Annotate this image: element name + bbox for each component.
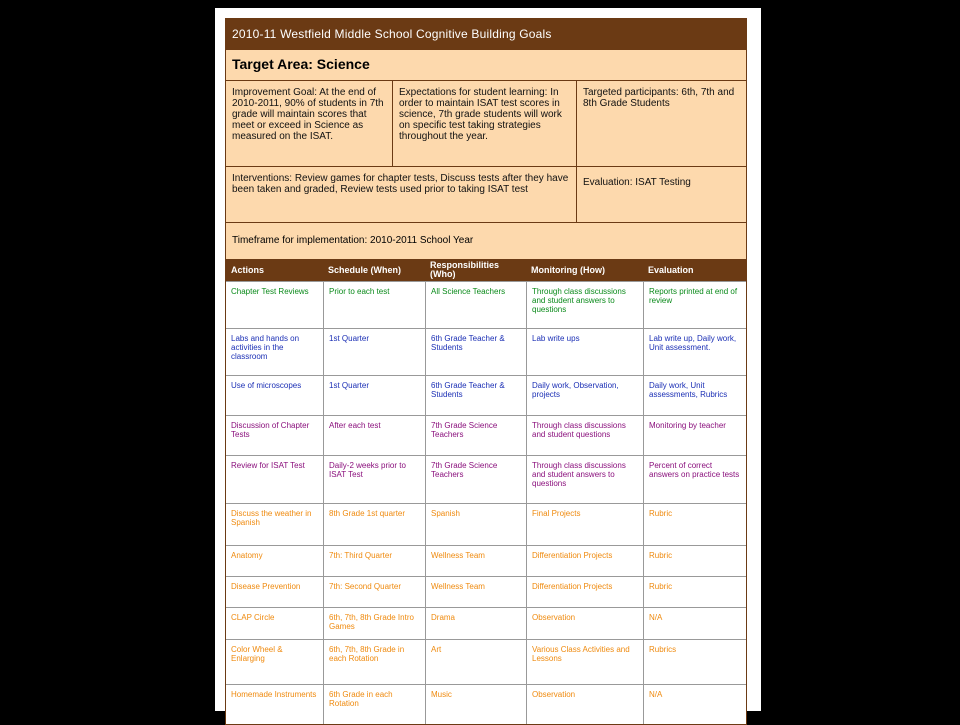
cell-action: Discuss the weather in Spanish <box>231 509 312 527</box>
cell-schedule: 1st Quarter <box>323 376 425 415</box>
cell-evaluation: Daily work, Unit assessments, Rubrics <box>643 376 746 415</box>
cell-schedule: Daily-2 weeks prior to ISAT Test <box>323 456 425 503</box>
cell-evaluation: N/A <box>643 685 746 724</box>
cell-schedule: 1st Quarter <box>323 329 425 375</box>
cell-schedule: 7th: Third Quarter <box>323 546 425 576</box>
cell-responsibility: 6th Grade Teacher & Students <box>425 329 526 375</box>
target-area: Target Area: Science <box>226 49 746 80</box>
participants: Targeted participants: 6th, 7th and 8th Grade Students <box>576 81 746 166</box>
cell-monitoring: Observation <box>526 685 643 724</box>
cell-evaluation: Monitoring by teacher <box>643 416 746 455</box>
cell-action: Use of microscopes <box>231 381 302 390</box>
cell-monitoring: Lab write ups <box>526 329 643 375</box>
cell-monitoring: Through class discussions and student answers to questions <box>526 456 643 503</box>
cell-action: Homemade Instruments <box>231 690 317 699</box>
header-responsibilities: Responsibilities (Who) <box>430 260 500 279</box>
cell-schedule: 6th, 7th, 8th Grade Intro Games <box>323 608 425 639</box>
table-row <box>226 639 746 684</box>
header-monitoring: Monitoring (How) <box>531 264 605 275</box>
timeframe: Timeframe for implementation: 2010-2011 School Year <box>226 222 746 259</box>
header-actions: Actions <box>231 264 265 275</box>
cell-responsibility: Music <box>425 685 526 724</box>
cell-responsibility: All Science Teachers <box>425 282 526 328</box>
cell-action: Color Wheel & Enlarging <box>231 645 283 663</box>
cell-responsibility: 7th Grade Science Teachers <box>425 416 526 455</box>
cell-responsibility: Drama <box>425 608 526 639</box>
cell-action: Discussion of Chapter Tests <box>231 421 310 439</box>
cell-action: Disease Prevention <box>231 582 301 591</box>
table-row <box>226 545 746 576</box>
cell-responsibility: Wellness Team <box>425 577 526 607</box>
cell-evaluation: Percent of correct answers on practice tests <box>643 456 746 503</box>
cell-monitoring: Final Projects <box>526 504 643 545</box>
cell-responsibility: Art <box>425 640 526 684</box>
cell-responsibility: 7th Grade Science Teachers <box>425 456 526 503</box>
cell-monitoring: Observation <box>526 608 643 639</box>
cell-responsibility: Spanish <box>425 504 526 545</box>
interventions-row <box>226 166 746 222</box>
cell-evaluation: Rubric <box>643 546 746 576</box>
interventions: Interventions: Review games for chapter tests, Discuss tests after they have been taken and graded, Review tests used prior to taking ISAT test <box>232 173 569 195</box>
table-row <box>226 576 746 607</box>
header-evaluation: Evaluation <box>648 264 694 275</box>
document-title: 2010-11 Westfield Middle School Cognitive Building Goals <box>226 19 746 49</box>
cell-monitoring: Through class discussions and student questions <box>526 416 643 455</box>
cell-evaluation: Rubric <box>643 577 746 607</box>
cell-schedule: Prior to each test <box>323 282 425 328</box>
table-row <box>226 328 746 375</box>
table-row <box>226 503 746 545</box>
table-row <box>226 455 746 503</box>
cell-schedule: 7th: Second Quarter <box>323 577 425 607</box>
cell-action: Labs and hands on activities in the classroom <box>231 334 300 361</box>
cell-action: Anatomy <box>231 551 263 560</box>
header-schedule: Schedule (When) <box>328 264 402 275</box>
evaluation: Evaluation: ISAT Testing <box>576 167 746 222</box>
table-row <box>226 375 746 415</box>
cell-monitoring: Various Class Activities and Lessons <box>526 640 643 684</box>
table-body <box>226 281 746 724</box>
cell-monitoring: Daily work, Observation, projects <box>526 376 643 415</box>
document-page <box>215 8 761 711</box>
goals-row <box>226 80 746 166</box>
cell-evaluation: Reports printed at end of review <box>643 282 746 328</box>
table-row <box>226 281 746 328</box>
table-row <box>226 415 746 455</box>
cell-schedule: After each test <box>323 416 425 455</box>
cell-action: Review for ISAT Test <box>231 461 305 470</box>
expectations: Expectations for student learning: In order to maintain ISAT test scores in science, 7th grade students will work on specific test taking strategies throughout the year. <box>392 81 576 166</box>
cell-monitoring: Differentiation Projects <box>526 577 643 607</box>
cell-monitoring: Through class discussions and student answers to questions <box>526 282 643 328</box>
goals-document <box>225 18 747 725</box>
cell-evaluation: Lab write up, Daily work, Unit assessment. <box>643 329 746 375</box>
cell-monitoring: Differentiation Projects <box>526 546 643 576</box>
table-header <box>226 259 746 281</box>
cell-action: Chapter Test Reviews <box>231 287 309 296</box>
cell-responsibility: Wellness Team <box>425 546 526 576</box>
table-row <box>226 684 746 724</box>
cell-schedule: 6th Grade in each Rotation <box>323 685 425 724</box>
table-row <box>226 607 746 639</box>
cell-evaluation: Rubric <box>643 504 746 545</box>
cell-evaluation: N/A <box>643 608 746 639</box>
cell-responsibility: 6th Grade Teacher & Students <box>425 376 526 415</box>
cell-schedule: 6th, 7th, 8th Grade in each Rotation <box>323 640 425 684</box>
cell-action: CLAP Circle <box>231 613 275 622</box>
cell-schedule: 8th Grade 1st quarter <box>323 504 425 545</box>
improvement-goal: Improvement Goal: At the end of 2010-2011, 90% of students in 7th grade will maintain scores that meet or exceed in Science as measured on the ISAT. <box>232 87 384 142</box>
cell-evaluation: Rubrics <box>643 640 746 684</box>
